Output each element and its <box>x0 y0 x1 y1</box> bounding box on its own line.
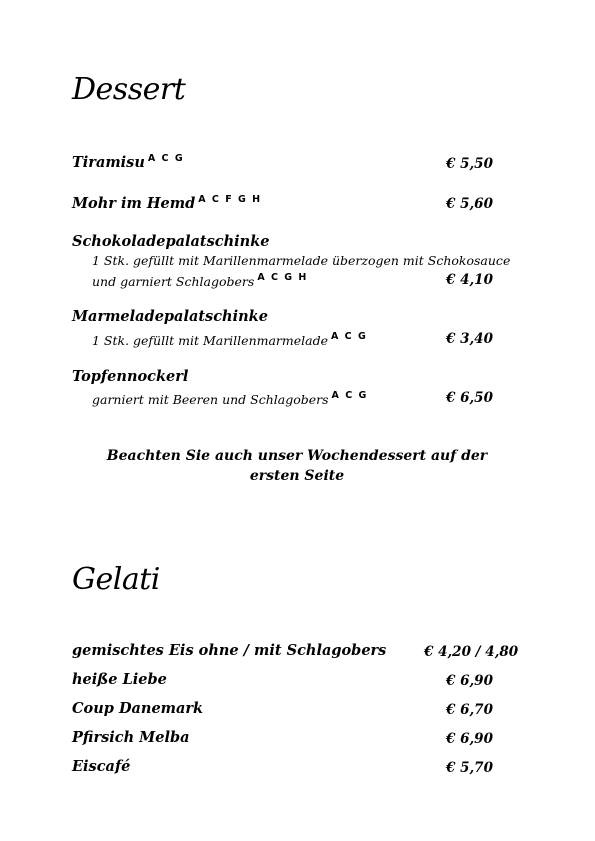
menu-item-coup-danemark: Coup Danemark <box>72 700 204 717</box>
allergen-codes: A C G <box>147 153 185 164</box>
item-description-text: und garniert Schlagobers <box>92 274 255 289</box>
menu-item-pfirsich-melba: Pfirsich Melba <box>72 729 190 746</box>
section-heading-gelati: Gelati <box>72 562 160 597</box>
item-price: € 4,20 / 4,80 <box>424 644 519 660</box>
allergen-codes: A C G <box>331 390 368 401</box>
item-price: € 5,70 <box>446 760 493 776</box>
item-price: € 3,40 <box>446 331 493 347</box>
allergen-codes: A C F G H <box>198 194 262 205</box>
item-description <box>92 331 367 348</box>
item-price: € 6,90 <box>446 731 493 747</box>
item-description-line2 <box>92 272 308 289</box>
item-price: € 4,10 <box>446 272 493 288</box>
weekly-dessert-notice: Beachten Sie auch unser Wochendessert auf der ersten Seite <box>106 448 488 484</box>
item-price: € 5,50 <box>446 156 493 172</box>
menu-item-eiscafe: Eiscafé <box>72 758 131 775</box>
allergen-codes: A C G H <box>257 272 308 283</box>
item-name: Mohr im Hemd <box>72 195 196 212</box>
menu-item-mohr-im-hemd <box>72 194 262 212</box>
item-description-text: garniert mit Beeren und Schlagobers <box>92 392 329 407</box>
menu-item-marmeladepalatschinke: Marmeladepalatschinke <box>72 308 268 325</box>
item-name: Tiramisu <box>72 154 145 171</box>
item-price: € 6,50 <box>446 390 493 406</box>
section-heading-dessert: Dessert <box>72 72 186 107</box>
menu-item-heisse-liebe: heiße Liebe <box>72 671 167 688</box>
menu-item-tiramisu <box>72 153 184 171</box>
item-price: € 6,70 <box>446 702 493 718</box>
item-description: 1 Stk. gefüllt mit Marillenmarmelade überzogen mit Schokosauce <box>92 253 511 268</box>
allergen-codes: A C G <box>331 331 368 342</box>
menu-item-gemischtes-eis: gemischtes Eis ohne / mit Schlagobers <box>72 642 387 659</box>
menu-item-topfennockerl: Topfennockerl <box>72 368 189 385</box>
item-price: € 5,60 <box>446 196 493 212</box>
item-description <box>92 390 368 407</box>
item-price: € 6,90 <box>446 673 493 689</box>
item-description-text: 1 Stk. gefüllt mit Marillenmarmelade <box>92 333 328 348</box>
menu-item-schokoladepalatschinke: Schokoladepalatschinke <box>72 233 270 250</box>
